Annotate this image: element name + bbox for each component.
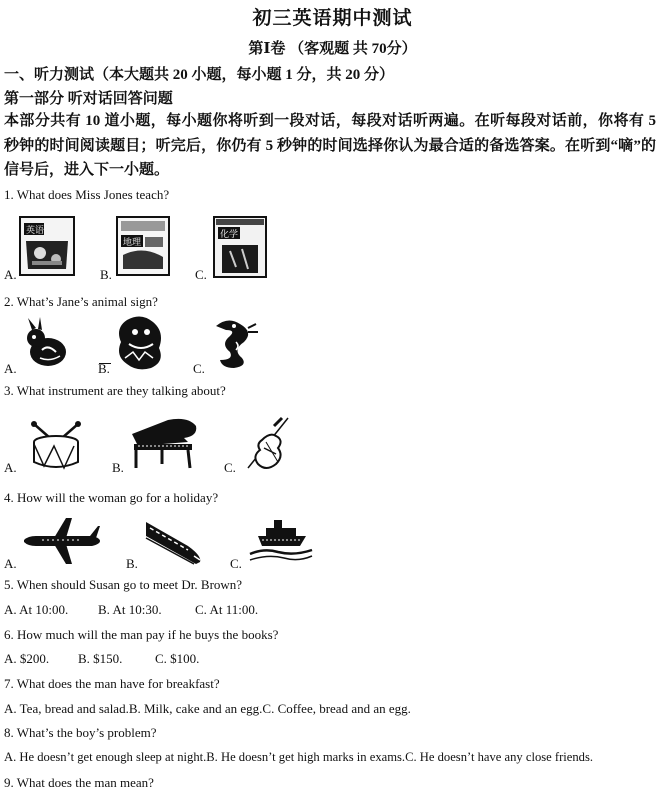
q4-option-a: A. [4, 556, 17, 571]
question-5: 5. When should Susan go to meet Dr. Brown? [4, 577, 243, 592]
q6-option-b: B. $150. [78, 651, 123, 666]
q3-option-b: B. [112, 460, 124, 475]
q4-option-b: B. [126, 556, 138, 571]
monkey-papercut-icon [113, 314, 169, 372]
instructions: 本部分共有 10 道小题，每小题你将听到一段对话，每段对话听两遍。在听每段对话前，你将有 5 秒钟的时间阅读题目；听完后，你仍有 5 秒钟的时间选择你认为最合适的备选答案。在听到“嘀”的信号后，进入下一小题。 [4, 113, 656, 178]
q2-option-a: A. [4, 361, 17, 376]
section-heading: 一、听力测试（本大题共 20 小题，每小题 1 分，共 20 分） [4, 67, 395, 83]
book-label-yingyu: 英语 [26, 226, 45, 236]
q8-options [4, 750, 593, 765]
q6-option-a: A. $200. [4, 651, 50, 666]
train-icon [144, 516, 206, 566]
blank-line [99, 363, 111, 364]
question-6: 6. How much will the man pay if he buys the books? [4, 627, 279, 642]
q4-option-c: C. [230, 556, 242, 571]
piano-icon [128, 416, 200, 472]
section-subtitle: 第Ⅰ卷 （客观题 共 70分） [248, 41, 417, 57]
book-yingyu-icon [18, 215, 76, 277]
q1-option-a: A. [4, 267, 17, 282]
q7-option-a: A. Tea, bread and salad. [4, 701, 129, 716]
violin-icon [244, 414, 292, 472]
q8-option-c: C. He doesn’t have any close friends. [405, 750, 594, 764]
q6-option-c: C. $100. [155, 651, 200, 666]
question-4: 4. How will the woman go for a holiday? [4, 490, 219, 505]
question-7: 7. What does the man have for breakfast? [4, 676, 220, 691]
q2-option-c: C. [193, 361, 205, 376]
q7-options [4, 701, 411, 717]
q5-option-c: C. At 11:00. [195, 602, 259, 617]
q8-option-b: B. He doesn’t get high marks in exams. [206, 750, 406, 764]
book-dili-icon [115, 215, 171, 277]
ship-icon [248, 516, 314, 566]
book-label-dili: 地理 [123, 238, 142, 248]
question-1: 1. What does Miss Jones teach? [4, 187, 170, 202]
book-label-huaxue: 化学 [220, 230, 239, 240]
airplane-icon [22, 516, 102, 566]
drum-icon [28, 420, 84, 472]
question-2: 2. What’s Jane’s animal sign? [4, 294, 158, 309]
question-9: 9. What does the man mean? [4, 775, 154, 790]
part-heading: 第一部分 听对话回答问题 [4, 91, 173, 107]
q1-option-b: B. [100, 267, 112, 282]
book-huaxue-icon [212, 215, 268, 279]
question-8: 8. What’s the boy’s problem? [4, 725, 157, 740]
rabbit-papercut-icon [20, 316, 72, 370]
q7-option-b: B. Milk, cake and an egg. [128, 701, 263, 716]
q3-option-c: C. [224, 460, 236, 475]
question-3: 3. What instrument are they talking about? [4, 383, 226, 398]
q8-option-a: A. He doesn’t get enough sleep at night. [4, 750, 207, 764]
q2-option-b: B. [98, 361, 110, 376]
page-title: 初三英语期中测试 [252, 8, 413, 29]
q7-option-c: C. Coffee, bread and an egg. [262, 701, 411, 716]
q1-option-c: C. [195, 267, 207, 282]
dragon-papercut-icon [208, 316, 260, 370]
q5-option-a: A. At 10:00. [4, 602, 69, 617]
q3-option-a: A. [4, 460, 17, 475]
q5-option-b: B. At 10:30. [98, 602, 162, 617]
